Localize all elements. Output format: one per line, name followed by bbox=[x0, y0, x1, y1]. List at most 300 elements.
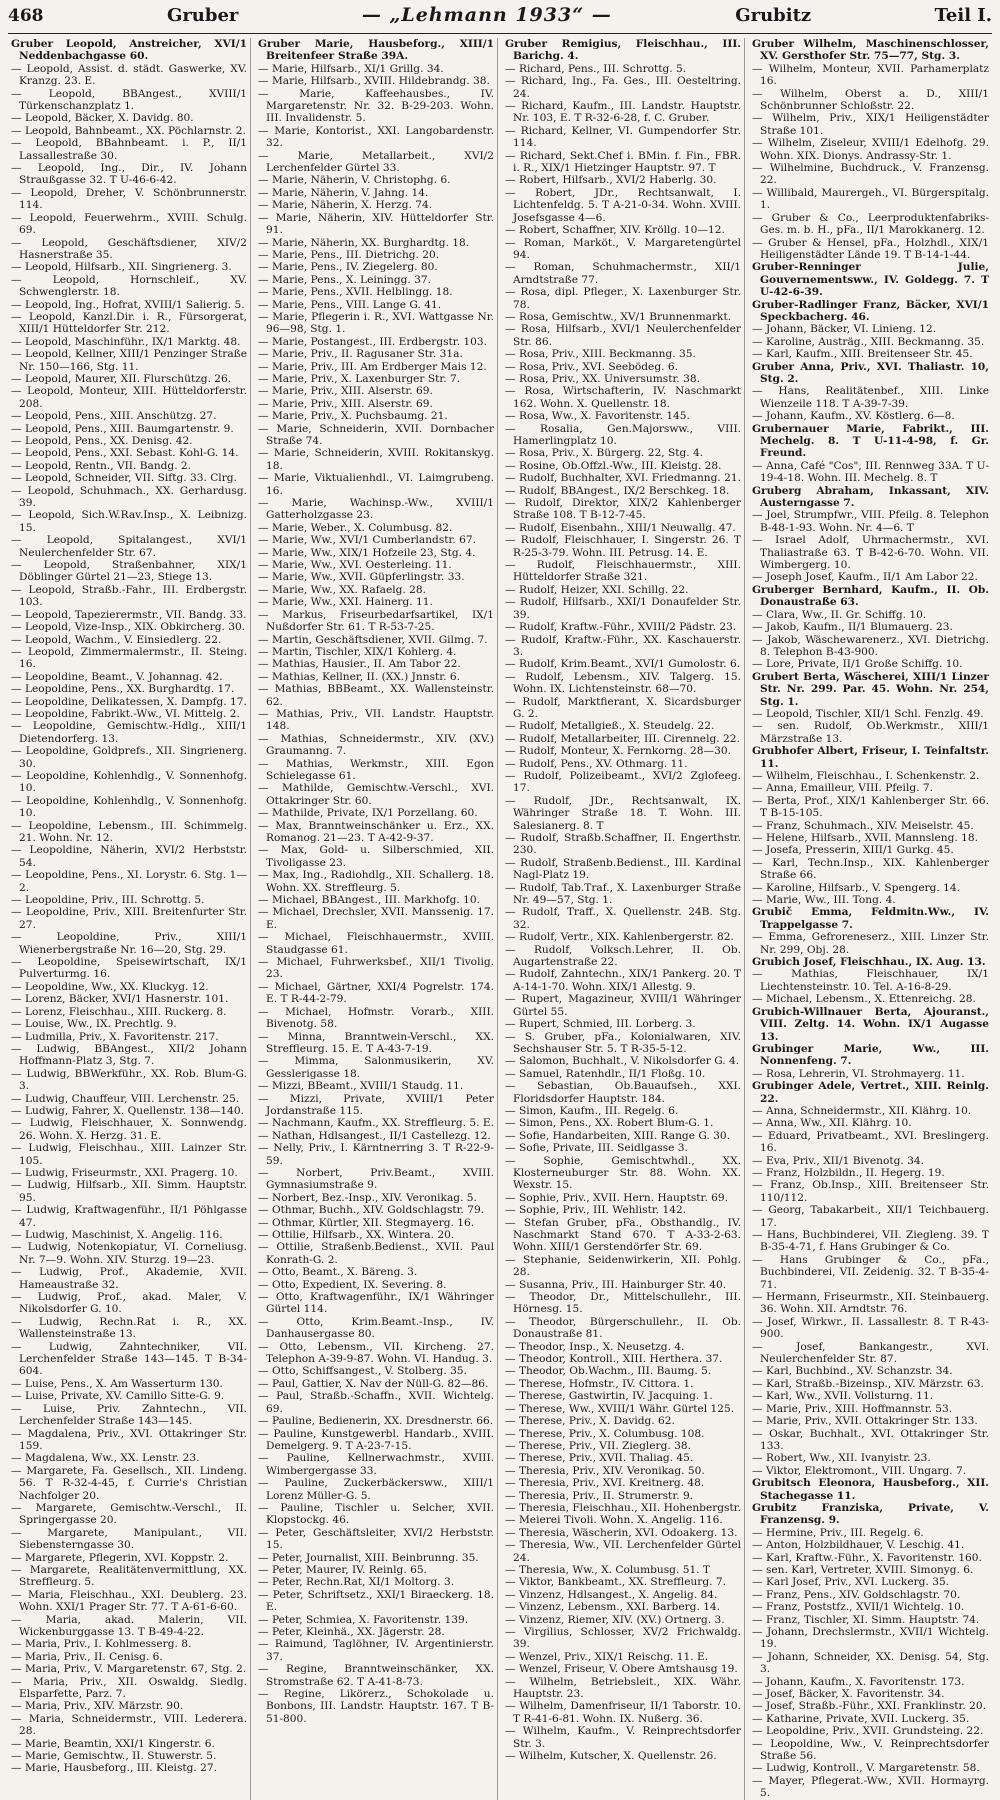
directory-entry: — Franz, Holzbildn., II. Hegerg. 19. bbox=[752, 1166, 945, 1179]
directory-entry: — Leopold, Pens., XX. Denisg. 42. bbox=[11, 435, 193, 447]
directory-entry: — Franz, Ob.Insp., XIII. Breitenseer Str. 110/112. bbox=[752, 1179, 989, 1204]
publication-title: — „Lehmann 1933“ — bbox=[361, 4, 612, 26]
directory-entry: — Magdalena, Priv., XVI. Ottakringer Str. 159. bbox=[11, 1427, 247, 1452]
directory-entry: — Gruber & Co., Leerproduktenfabriks-Ges. m. b. H., pFa., II/1 Marokkanerg. 12. bbox=[752, 211, 989, 237]
directory-entry: — Franz, Pens., XIV. Goldschlagstr. 70. bbox=[752, 1588, 961, 1601]
directory-entry: — Wilhelm, Damenfriseur, II/1 Taborstr. 10. T R-41-6-81. Wohn. IX. Nußerg. 36. bbox=[505, 1700, 741, 1725]
directory-entry: Grubitz Franziska, Private, V. Franzensg. 9. bbox=[752, 1501, 989, 1527]
directory-entry: — Nelly, Priv., I. Kärntnerring 3. T R-22-9-59. bbox=[258, 1142, 494, 1167]
directory-entry: Gruber-Renninger Julie, Gouvernementsww., IV. Goldegg. 7. T U-42-6-39. bbox=[752, 261, 989, 299]
directory-entry: — Michael, Drechsler, XVII. Manssenig. 17. E. bbox=[258, 906, 494, 931]
directory-entry: Grubinger Marie, Ww., III. Nonnenfeng. 7. bbox=[752, 1042, 989, 1068]
directory-entry: — Marie, Kontorist., XXI. Langobardenstr. 32. bbox=[258, 124, 494, 150]
directory-entry: — Rosa, Gemischtw., XV/1 Brunnenmarkt. bbox=[505, 310, 732, 323]
directory-entry: — Leopoldine, Gemischtw.-Hdlg., XIII/1 Dietendorferg. 13. bbox=[11, 720, 247, 745]
directory-entry: — Theresia, Wäscherin, XVI. Odoakerg. 13. bbox=[505, 1526, 738, 1539]
directory-entry: — Josef, Bäcker, X. Favoritenstr. 34. bbox=[752, 1688, 945, 1701]
directory-entry: — Marie, Weber., X. Columbusg. 82. bbox=[258, 521, 453, 534]
directory-entry: — Rudolf, Heizer, XXI. Schillg. 22. bbox=[505, 583, 689, 596]
directory-entry: — Richard, Kaufm., III. Landstr. Hauptstr. Nr. 103, E. T R-32-6-28, f. C. Gruber. bbox=[505, 100, 741, 125]
directory-entry: — Ludwig, Rechn.Rat i. R., XX. Wallensteinstraße 13. bbox=[11, 1315, 247, 1341]
directory-entry: — Marie, Näherin, V. Jahng. 14. bbox=[258, 186, 429, 199]
directory-entry: — Rosa, Ww., X. Favoritenstr. 145. bbox=[505, 410, 690, 423]
directory-entry: — Leopold, Rentn., VII. Bandg. 2. bbox=[11, 459, 192, 472]
directory-entry: — Marie, Pens., III. Dietrichg. 20. bbox=[258, 248, 440, 261]
directory-entry: — Therese, Priv., X. Davidg. 62. bbox=[505, 1415, 675, 1428]
directory-entry: — Karoline, Hilfsarb., V. Spengerg. 14. bbox=[752, 881, 961, 894]
directory-entry: — Louise, Ww., IX. Prechtlg. 9. bbox=[11, 1018, 177, 1031]
directory-entry: — Therese, Gastwirtin, IV. Jacquing. 1. bbox=[505, 1390, 713, 1403]
directory-entry: — Leopoldine, Priv., XVII. Grundsteing. 22. bbox=[752, 1725, 984, 1738]
directory-entry: — Rudolf, JDr., Rechtsanwalt, IX. Währinger Straße 18. T. Wohn. III. Salesianerg. 8. T bbox=[505, 794, 741, 832]
directory-entry: — Margarete, Manipulant., VII. Siebensterngasse 30. bbox=[11, 1526, 247, 1552]
directory-entry: — Peter, Journalist, XIII. Beinbrunng. 35. bbox=[258, 1551, 479, 1564]
directory-entry: — Leopold, BBAngest., XVIII/1 Türkenschanzplatz 1. bbox=[11, 87, 247, 113]
directory-entry: — Richard, Kellner, VI. Gumpendorfer Str. 114. bbox=[505, 124, 741, 150]
directory-entry: — Rudolf, BBAngest., IX/2 Berschkeg. 18. bbox=[505, 484, 730, 497]
directory-entry: — Regine, Branntweinschänker, XX. Stromstraße 62. T A-41-8-73. bbox=[258, 1663, 494, 1688]
directory-entry: Grubich Josef, Fleischhau., IX. Aug. 13. bbox=[752, 956, 986, 969]
directory-entry: — Wilhelm, Priv., XIX/1 Heiligenstädter Straße 101. bbox=[752, 112, 989, 137]
directory-entry: — Simon, Kaufm., III. Regelg. 6. bbox=[505, 1104, 679, 1117]
directory-entry: — Joseph Josef, Kaufm., II/1 Am Labor 22. bbox=[752, 571, 978, 584]
directory-entry: — Emma, Gefroreneserz., XIII. Linzer Str. Nr. 299, Obj. 28. bbox=[752, 931, 989, 956]
directory-entry: — Pauline, Kunstgewerbl. Handarb., XVIII. Demelgerg. 9. T A-23-7-15. bbox=[258, 1427, 494, 1452]
directory-entry: — Marie, Beamtin, XXI/1 Kingerstr. 6. bbox=[11, 1737, 215, 1750]
directory-entry: — Anna, Emailleur, VIII. Pfeilg. 7. bbox=[752, 782, 933, 795]
directory-entry: — Therese, Ww., XVIII/1 Währ. Gürtel 125. bbox=[505, 1402, 735, 1415]
directory-entry: — Otto, Kraftwagenführ., IX/1 Währinger Gürtel 114. bbox=[258, 1291, 494, 1316]
directory-entry: Grubernauer Marie, Fabrikt., III. Mechelg. 8. T U-11-4-98, f. Gr. Freund. bbox=[752, 422, 989, 460]
directory-entry: — Leopold, Hornschleif., XV. Schwenglerstr. 18. bbox=[11, 273, 247, 299]
directory-entry: — Leopold, Monteur, XIII. Hütteldorferstr. 208. bbox=[11, 385, 247, 410]
directory-entry: — Rudolf, Eisenbahn., XIII/1 Neuwallg. 47. bbox=[505, 521, 736, 534]
directory-entry: — Mathilde, Gemischtw.-Verschl., XVI. Ottakringer Str. 60. bbox=[258, 782, 494, 807]
directory-entry: — Martin, Geschäftsdiener, XVII. Gilmg. 7. bbox=[258, 633, 488, 646]
directory-entry: — Robert, Hilfsarb., XVI/2 Haberlg. 30. bbox=[505, 174, 717, 187]
directory-entry: — Rudolf, Kraftw.-Führ., XX. Kaschauerstr. 3. bbox=[505, 633, 741, 658]
directory-entry: — Lorenz, Bäcker, XVI/1 Hasnerstr. 101. bbox=[11, 993, 229, 1006]
directory-entry: — Johann, Bäcker, VI. Linieng. 12. bbox=[752, 323, 937, 336]
directory-entry: — Roman, Marköt., V. Margaretengürtel 94. bbox=[505, 236, 741, 261]
directory-entry: — Leopoldine, Pens., XI. Lorystr. 6. Stg. 1—2. bbox=[11, 869, 247, 894]
directory-entry: — Ludwig, Fleischhau., XIII. Lainzer Str. 105. bbox=[11, 1142, 247, 1167]
directory-entry: — Rudolf, Straßb.Schaffner, II. Engerthstr. 230. bbox=[505, 832, 741, 857]
directory-entry: — Leopold, Spitalangest., XVI/1 Neulerchenfelder Str. 67. bbox=[11, 534, 247, 559]
directory-entry: — Rosalia, Gen.Majorsww., VIII. Hamerlingplatz 10. bbox=[505, 422, 741, 447]
directory-entry: — Leopoldine, Beamt., V. Johannag. 42. bbox=[11, 670, 223, 683]
directory-entry: — Viktor, Elektromont., VIII. Ungarg. 7. bbox=[752, 1464, 967, 1477]
directory-entry: — Rudolf, Marktfierant, X. Sicardsburger G. 2. bbox=[505, 695, 741, 720]
directory-entry: — Leopold, Schneider, VII. Siftg. 33. Clrg. bbox=[11, 472, 237, 485]
directory-entry: — Maria, Priv., II. Cenisg. 6. bbox=[11, 1650, 163, 1663]
directory-entry: — Sofie, Handarbeiten, XIII. Range G. 30. bbox=[505, 1129, 731, 1142]
directory-entry: — Johann, Drechslermstr., XVII/1 Wichtelg. 19. bbox=[752, 1626, 989, 1651]
directory-entry: — Leopold, Bäcker, X. Davidg. 80. bbox=[11, 112, 194, 125]
directory-entry: — Marie, Hausbeforg., III. Kleistg. 27. bbox=[11, 1762, 217, 1775]
directory-entry: — Otto, Krim.Beamt.-Insp., IV. Danhausergasse 80. bbox=[258, 1315, 494, 1341]
directory-entry: — Othmar, Buchh., XIV. Goldschlagstr. 79. bbox=[258, 1204, 485, 1217]
directory-entry: Gruber-Radlinger Franz, Bäcker, XVI/1 Speckbacherg. 46. bbox=[752, 298, 989, 323]
directory-entry: — Margarete, Gemischtw.-Verschl., II. Springergasse 20. bbox=[11, 1501, 247, 1527]
directory-entry: — Leopold, Hilfsarb., XII. Singrienerg. 3. bbox=[11, 261, 232, 274]
right-running-head: Grubitz bbox=[735, 5, 812, 26]
directory-entry: — Leopold, Maschinführ., IX/1 Marktg. 48. bbox=[11, 335, 241, 348]
directory-entry: — Luise, Pens., X. Am Wasserturm 130. bbox=[11, 1377, 223, 1390]
directory-entry: — Raimund, Taglöhner, IV. Argentinierstr. 37. bbox=[258, 1638, 494, 1663]
directory-entry: Gruber Marie, Hausbeforg., XIII/1 Breitenfeer Straße 39A. bbox=[258, 38, 494, 63]
directory-entry: — Marie, Pens., VIII. Lange G. 41. bbox=[258, 298, 442, 311]
directory-entry: — Ludwig, BBAngest., XII/2 Johann Hoffmann-Platz 3, Stg. 7. bbox=[11, 1042, 247, 1068]
directory-entry: — Josef, Wirkwr., II. Lassallestr. 8. T R-43-900. bbox=[752, 1315, 989, 1341]
directory-entry: — Leopoldine, Pens., XX. Burghardtg. 17. bbox=[11, 683, 235, 696]
directory-entry: — Leopold, Geschäftsdiener, XIV/2 Hasnerstraße 35. bbox=[11, 236, 247, 261]
directory-entry: — Margarete, Fa. Gesellsch., XII. Lindeng. 56. T R-32-4-45, f. Currie's Christian Nachfolger 20. bbox=[11, 1464, 247, 1502]
directory-entry: — Theresia, Priv., XIV. Veronikag. 50. bbox=[505, 1464, 705, 1477]
directory-entry: — Theresia, Ww., X. Columbusg. 51. T bbox=[505, 1563, 710, 1576]
directory-entry: — Maria, Priv., XIV. Märzstr. 90. bbox=[11, 1700, 184, 1713]
directory-entry: — Eduard, Privatbeamt., XVI. Breslingerg. 16. bbox=[752, 1129, 989, 1155]
directory-entry: — Margarete, Pflegerin, XVI. Koppstr. 2. bbox=[11, 1551, 229, 1564]
directory-entry: — Michael, Lebensm., X. Ettenreichg. 28. bbox=[752, 993, 976, 1006]
directory-entry: — Leopold, Dreher, V. Schönbrunnerstr. 114. bbox=[11, 186, 247, 212]
directory-entry: — Marie, Priv., III. Am Erdberger Mais 12. bbox=[258, 360, 487, 373]
directory-entry: — Rudolf, Direktor, XIX/2 Kahlenberger Straße 108. T B-12-7-45. bbox=[505, 497, 741, 522]
directory-entry: — Therese, Priv., X. Columbusg. 108. bbox=[505, 1427, 705, 1440]
directory-entry: — Marie, Ww., XIX/1 Hofzeile 23, Stg. 4. bbox=[258, 546, 476, 559]
directory-entry: — Mayer, Pflegerat.-Ww., XVII. Hormayrg. 5. bbox=[752, 1774, 989, 1800]
directory-entry: — Leopold, Straßb.-Fahr., III. Erdbergstr. 103. bbox=[11, 583, 247, 609]
directory-entry: — Leopold, Sich.W.Rav.Insp., X. Leibnizg. 15. bbox=[11, 509, 247, 534]
directory-entry: — Karl, Techn.Insp., XIX. Kahlenberger Straße 66. bbox=[752, 856, 989, 882]
directory-entry: — Lore, Private, II/1 Große Schiffg. 10. bbox=[752, 658, 963, 671]
directory-entry: — Marie, Hilfsarb., XI/1 Grillg. 34. bbox=[258, 62, 444, 75]
directory-entry: — Virgilius, Schlosser, XV/2 Frichwaldg. 39. bbox=[505, 1626, 741, 1651]
directory-entry: — sen. Karl, Vertreter, XVIII. Simonyg. 6. bbox=[752, 1563, 974, 1576]
directory-entry: — Leopoldine, Lebensm., III. Schimmelg. 21. Wohn. Nr. 12. bbox=[11, 819, 247, 844]
directory-entry: — S. Gruber, pFa., Kolonialwaren, XIV. Sechshauser Str. 5. T R-35-5-12. bbox=[505, 1030, 741, 1055]
directory-entry: — Hans, Realitätenbef., XIII. Linke Wienzeile 118. T A-39-7-39. bbox=[752, 385, 989, 410]
directory-entry: — Rudolf, Metallgieß., X. Steudelg. 22. bbox=[505, 720, 715, 733]
directory-entry: Gruber Leopold, Anstreicher, XVI/1 Neddenbachgasse 60. bbox=[11, 38, 247, 63]
directory-entry: — Michael, Hofmstr. Vorarb., XIII. Bivenotg. 58. bbox=[258, 1005, 494, 1031]
directory-entry: — Marie, Pens., IV. Ziegelerg. 80. bbox=[258, 261, 438, 274]
directory-entry: — Leopoldine, Goldprefs., XII. Singrienerg. 30. bbox=[11, 745, 247, 770]
directory-entry: — Marie, Priv., II. Ragusaner Str. 31a. bbox=[258, 348, 463, 361]
directory-entry: — Johann, Schneider, XX. Denisg. 54, Stg. 3. bbox=[752, 1650, 989, 1676]
directory-entry: — Rudolf, Krim.Beamt., XVI/1 Gumolostr. 6. bbox=[505, 658, 741, 671]
directory-entry: — Richard, Sekt.Chef i. BMin. f. Fin., FBR. i. R., XIX/1 Hietzinger Hauptstr. 97. T bbox=[505, 149, 741, 175]
directory-entry: — Ottilie, Straßenb.Bedienst., XVII. Paul Konrath-G. 2. bbox=[258, 1241, 494, 1266]
directory-entry: — Wenzel, Priv., XIX/1 Reischg. 11. E. bbox=[505, 1650, 709, 1663]
directory-entry: — Leopold, Feuerwehrm., XVIII. Schulg. 69. bbox=[11, 211, 247, 237]
directory-entry: — Ludmilla, Priv., X. Favoritenstr. 217. bbox=[11, 1030, 219, 1043]
directory-entry: — Therese, Hofmstr., IV. Cittora. 1. bbox=[505, 1377, 694, 1390]
directory-entry: — Peter, Rechn.Rat, XI/1 Moltorg. 3. bbox=[258, 1576, 455, 1589]
directory-entry: — Georg, Tabakarbeit., XII/1 Teichbauerg. 17. bbox=[752, 1204, 989, 1229]
directory-entry: — Richard, Pens., III. Schrottg. 5. bbox=[505, 62, 687, 75]
directory-entry: — Max, Ing., Radiohdlg., XII. Schallerg. 18. Wohn. XX. Streffleurg. 5. bbox=[258, 869, 494, 894]
directory-entry: — Marie, Näherin, V. Christophg. 6. bbox=[258, 174, 451, 187]
directory-entry: — Ludwig, Prof., Akademie, XVII. Hameaustraße 32. bbox=[11, 1266, 247, 1291]
directory-entry: — Marie, Ww., XVI/1 Cumberlandstr. 67. bbox=[258, 534, 477, 547]
directory-entry: — Leopold, Zimmermalermstr., II. Steing. 16. bbox=[11, 645, 247, 671]
directory-entry: — Karl, Kaufm., XIII. Breitenseer Str. 45. bbox=[752, 348, 973, 361]
directory-entry: — Sophie, Priv., XVII. Hern. Hauptstr. 69. bbox=[505, 1191, 729, 1204]
directory-entry: — Eva, Priv., XII/1 Bivenotg. 34. bbox=[752, 1154, 924, 1167]
directory-entry: — Franz, Tischler, XI. Simm. Hauptstr. 74. bbox=[752, 1613, 980, 1626]
directory-entry: — Leopoldine, Näherin, XVI/2 Herbststr. 54. bbox=[11, 844, 247, 869]
directory-entry: — Rudolf, Fleischhauer, I. Singerstr. 26. T R-25-3-79. Wohn. III. Petrusg. 14. E. bbox=[505, 534, 741, 559]
directory-entry: — Marie, Schneiderin, XVII. Dornbacher Straße 74. bbox=[258, 422, 494, 447]
directory-entry: — Martin, Tischler, XIX/1 Kohlerg. 4. bbox=[258, 645, 457, 658]
directory-entry: — Marie, Pflegerin i. R., XVI. Wattgasse Nr. 96—98, Stg. 1. bbox=[258, 310, 494, 336]
directory-entry: — Pauline, Zuckerbäckersww., XIII/1 Lorenz Müller-G. 5. bbox=[258, 1477, 494, 1502]
directory-entry: — Michael, BBAngest., III. Markhofg. 10. bbox=[258, 894, 480, 907]
directory-entry: — Marie, Priv., XIII. Hoffmannstr. 53. bbox=[752, 1402, 953, 1415]
directory-entry: — Rudolf, Kraftw.-Führ., XVIII/2 Pädstr. 23. bbox=[505, 621, 737, 634]
directory-entry: — Peter, Kleinhä., XX. Jägerstr. 28. bbox=[258, 1626, 445, 1638]
directory-entry: — Nathan, Hdlsangest., II/1 Castellezg. 12. bbox=[258, 1129, 491, 1142]
directory-entry: — Maria, akad. Malerin, VII. Wickenburggasse 13. T B-49-4-22. bbox=[11, 1613, 247, 1638]
directory-entry: — Rudolf, Monteur, X. Fernkorng. 28—30. bbox=[505, 745, 731, 758]
directory-entry: — Theodor, Insp., X. Neusetzg. 4. bbox=[505, 1340, 685, 1353]
page-header bbox=[8, 4, 992, 34]
directory-entry: Grubert Berta, Wäscherei, XIII/1 Linzer Str. Nr. 299. Par. 45. Wohn. Nr. 254, Stg. 1. bbox=[752, 670, 989, 708]
directory-entry: — Marie, Ww., III. Tong. 4. bbox=[752, 894, 896, 907]
directory-entry: — Leopoldine, Ww., XX. Kluckyg. 12. bbox=[11, 980, 209, 993]
directory-entry: — Rudolf, Tab.Traf., X. Laxenburger Straße Nr. 49—57, Stg. 1. bbox=[505, 881, 741, 907]
directory-entry: — Rudolf, Metallarbeiter, III. Cirennelg. 22. bbox=[505, 732, 740, 745]
directory-entry: — Leopoldine, Delikatessen, X. Dampfg. 17. bbox=[11, 695, 247, 708]
directory-entry: — Rudolf, Vertr., XIX. Kahlenbergerstr. 82. bbox=[505, 931, 734, 944]
directory-entry: — Josef, Bankangestr., XVI. Neulerchenfelder Str. 87. bbox=[752, 1340, 989, 1366]
directory-entry: — Franz, Schuhmach., XIV. Meiselstr. 45. bbox=[752, 819, 974, 832]
directory-entry: — Otto, Expedient, IX. Severing. 8. bbox=[258, 1278, 447, 1291]
directory-entry: — Marie, Priv., X. Laxenburger Str. 7. bbox=[258, 372, 461, 385]
column-1 bbox=[8, 38, 251, 1800]
directory-entry: — Maria, Priv., I. Kohlmesserg. 8. bbox=[11, 1638, 192, 1651]
directory-entry: — Wilhelm, Kaufm., V. Reinprechtsdorfer Str. 3. bbox=[505, 1725, 741, 1750]
directory-entry: — Leopold, Bahnbeamt., XX. Pöchlarnstr. 2. bbox=[11, 124, 246, 137]
directory-entry: — Karl, Buchbind., XV. Schanzstr. 34. bbox=[752, 1365, 953, 1378]
directory-entry: — Peter, Maurer, IV. Reinlg. 65. bbox=[258, 1563, 427, 1576]
directory-entry: — Mimma, Salonmusikerin, XV. Gesslerigasse 18. bbox=[258, 1055, 494, 1080]
directory-entry: — Marie, Näherin, XX. Burghardtg. 18. bbox=[258, 236, 470, 249]
directory-entry: — Ottilie, Hilfsarb., XX. Wintera. 20. bbox=[258, 1229, 455, 1241]
directory-entry: — Theodor, Kontroll., XIII. Herthera. 37. bbox=[505, 1353, 723, 1366]
directory-entry: — Rudolf, Lebensm., XIV. Talgerg. 15. Wohn. IX. Lichtensteinstr. 68—70. bbox=[505, 670, 741, 696]
directory-entry: — Leopoldine, Kohlenhdlg., V. Sonnenhofg. 10. bbox=[11, 794, 247, 820]
directory-entry: — Leopoldine, Ww., V. Reinprechtsdorfer Straße 56. bbox=[752, 1737, 989, 1763]
directory-entry: — Karl Josef, Priv., XVI. Luckerg. 35. bbox=[752, 1576, 950, 1589]
directory-entry: — Leopold, Pens., XIII. Anschützg. 27. bbox=[11, 410, 217, 423]
directory-entry: Gruberger Bernhard, Kaufm., II. Ob. Donaustraße 63. bbox=[752, 583, 989, 609]
directory-entry: — Leopold, Maurer, XII. Flurschützg. 26. bbox=[11, 372, 232, 385]
directory-entry: — Stephanie, Seidenwirkerin, XII. Pohlg. 28. bbox=[505, 1253, 741, 1279]
directory-entry: — Mathias, Werkmstr., XIII. Egon Schielegasse 61. bbox=[258, 757, 494, 782]
directory-entry: — Oskar, Buchhalt., XVI. Ottakringer Str. 133. bbox=[752, 1427, 989, 1452]
directory-entry: — Ludwig, Prof., akad. Maler, V. Nikolsdorfer G. 10. bbox=[11, 1291, 247, 1316]
directory-entry: — Hans, Buchbinderei, VII. Ziegleng. 39. T B-35-4-71, f. Hans Grubinger & Co. bbox=[752, 1229, 989, 1254]
directory-entry: — Katharine, Private, XVII. Luckerg. 35. bbox=[752, 1712, 970, 1725]
directory-entry: — Maria, Fleischhau., XXI. Deublerg. 23. Wohn. XXI/1 Prager Str. 77. T A-61-6-60. bbox=[11, 1588, 247, 1614]
directory-entry: — Sophie, Priv., III. Wehlistr. 142. bbox=[505, 1204, 687, 1217]
directory-entry: — Rosa, Priv., XVI. Seebödeg. 6. bbox=[505, 360, 678, 373]
directory-entry: — Max, Branntweinschänker u. Erz., XX. Romanog. 21—23. T A-42-9-37. bbox=[258, 819, 494, 844]
directory-entry: — Luise, Private, XV. Camillo Sitte-G. 9. bbox=[11, 1390, 225, 1403]
directory-entry: — Leopold, Tischler, XII/1 Schl. Fenzlg. 49. bbox=[752, 707, 984, 720]
directory-entry: Grubich-Willnauer Berta, Ajouranst., VIII. Zeltg. 14. Wohn. IX/1 Augasse 13. bbox=[752, 1005, 989, 1043]
directory-entry: — Max, Gold- u. Silberschmied, XII. Tivoligasse 23. bbox=[258, 844, 494, 869]
directory-entry: — Berta, Prof., XIX/1 Kahlenberger Str. 66. T B-15-105. bbox=[752, 794, 989, 820]
directory-entry: — Ludwig, Maschinist, X. Angelig. 116. bbox=[11, 1229, 223, 1241]
directory-entry: — Anna, Schneidermstr., XII. Klährg. 10. bbox=[752, 1104, 972, 1117]
directory-entry: — Ludwig, Kraftwagenführ., II/1 Pöhlgasse 47. bbox=[11, 1204, 247, 1229]
directory-entry: — Norbert, Priv.Beamt., XVIII. Gymnasiumstraße 9. bbox=[258, 1166, 494, 1192]
directory-entry: — Mizzi, Private, XVIII/1 Peter Jordanstraße 115. bbox=[258, 1092, 494, 1117]
directory-entry: — sen. Rudolf, Ob.Werkmstr., XIII/1 Märzstraße 13. bbox=[752, 720, 989, 745]
directory-entry: — Pauline, Tischler u. Selcher, XVII. Klopstockg. 46. bbox=[258, 1501, 494, 1527]
column-4 bbox=[749, 38, 992, 1800]
directory-entry: — Pauline, Bedienerin, XX. Dresdnerstr. 66. bbox=[258, 1415, 494, 1428]
directory-entry: — Ludwig, Fahrer, X. Quellenstr. 138—140. bbox=[11, 1104, 244, 1117]
directory-entry: — Rupert, Schmied, III. Lorberg. 3. bbox=[505, 1018, 696, 1031]
directory-entry: — Otto, Schiffsangest., V. Stolberg. 35. bbox=[258, 1365, 467, 1378]
directory-entry: — Leopold, Pens., XIII. Baumgartenstr. 9. bbox=[11, 422, 234, 435]
directory-entry: — Jakob, Wäschewarenerz., XVI. Dietrichg. 8. Telephon B-43-900. bbox=[752, 633, 989, 658]
directory-entry: — Marie, Gemischtw., II. Stuwerstr. 5. bbox=[11, 1750, 217, 1763]
directory-entry: — Wilhelm, Fleischhau., I. Schenkenstr. 2. bbox=[752, 769, 980, 782]
directory-entry: — Rudolf, Volksch.Lehrer, II. Ob. Augartenstraße 22. bbox=[505, 943, 741, 969]
directory-entry: — Marie, Hilfsarb., XVIII. Hildebrandg. 38. bbox=[258, 75, 490, 88]
directory-entry: — Michael, Gärtner, XXI/4 Pogrelstr. 174. E. T R-44-2-79. bbox=[258, 980, 494, 1006]
directory-entry: — Ludwig, BBWerkführ., XX. Rob. Blum-G. 3. bbox=[11, 1067, 247, 1093]
directory-entry: — Jakob, Kaufm., II/1 Blumauerg. 23. bbox=[752, 621, 953, 634]
directory-entry: — Rosa, dipl. Pfleger., X. Laxenburger Str. 78. bbox=[505, 286, 741, 311]
column-3 bbox=[502, 38, 745, 1800]
directory-entry: — Therese, Priv., VII. Zieglerg. 38. bbox=[505, 1439, 691, 1452]
directory-entry: — Mathias, Priv., VII. Landstr. Hauptstr. 148. bbox=[258, 707, 494, 733]
directory-entry: — Rudolf, Polizeibeamt., XVI/2 Zglofeeg. 17. bbox=[505, 769, 741, 795]
directory-entry: — Anna, Café "Cos", III. Rennweg 33A. T U-19-4-18. Wohn. III. Mechelg. 8. T bbox=[752, 459, 989, 485]
directory-entry: — Regine, Likörerz., Schokolade u. Bonbons, III. Landstr. Hauptstr. 167. T B-51-800. bbox=[258, 1688, 494, 1725]
directory-entry: — Ludwig, Kontroll., V. Margaretenstr. 58. bbox=[752, 1762, 980, 1775]
directory-entry: — Leopold, Wachm., V. Einsiedlerg. 22. bbox=[11, 633, 222, 646]
directory-entry: — Leopold, Ing., Hofrat, XVIII/1 Salierig. 5. bbox=[11, 298, 245, 311]
directory-entry: — Israel Adolf, Uhrmachermstr., XVI. Thaliastraße 63. T B-42-6-70. Wohn. VII. Wimbergerg. 10. bbox=[752, 534, 989, 572]
directory-entry: — Rudolf, Hilfsarb., XXI/1 Donaufelder Str. 39. bbox=[505, 596, 741, 621]
directory-entry: Gruberg Abraham, Inkassant, XIV. Austerngasse 7. bbox=[752, 484, 989, 510]
directory-entry: — Wilhelm, Oberst a. D., XIII/1 Schönbrunner Schloßstr. 22. bbox=[752, 87, 989, 113]
directory-entry: — Wilhelmine, Buchdruck., V. Franzensg. 22. bbox=[752, 162, 989, 187]
directory-entry: — Leopoldine, Speisewirtschaft, IX/1 Pulverturmg. 16. bbox=[11, 956, 247, 981]
directory-entry: — Michael, Fuhrwerksbef., XII/1 Tivolig. 23. bbox=[258, 956, 494, 981]
directory-entry: — Leopold, Schuhmach., XX. Gerhardusg. 39. bbox=[11, 484, 247, 510]
directory-entry: — Roman, Schuhmachermstr., XII/1 Arndtstraße 77. bbox=[505, 261, 741, 286]
directory-entry: — Marie, Kaffeehausbes., IV. Margaretenstr. Nr. 32. B-29-203. Wohn. III. Invalidenstr. 5. bbox=[258, 87, 494, 125]
directory-entry: — Leopoldine, Priv., XIII/1 Wienerbergstraße Nr. 16—20, Stg. 29. bbox=[11, 931, 247, 956]
directory-entry: — Leopoldine, Kohlenhdlg., V. Sonnenhofg. 10. bbox=[11, 769, 247, 795]
directory-entry: — Rosa, Lehrerin, VI. Strohmayerg. 11. bbox=[752, 1067, 965, 1080]
directory-entry: — Luise, Priv. Zahntechn., VII. Lerchenfelder Straße 143—145. bbox=[11, 1402, 247, 1428]
directory-entry: — Rosa, Priv., XIII. Beckmanng. 35. bbox=[505, 348, 696, 361]
directory-entry: — Pauline, Kellnerwachmstr., XVIII. Wimbergergasse 33. bbox=[258, 1452, 494, 1477]
directory-entry: — Peter, Schriftsetz., XXI/1 Biraeckerg. 18. E. bbox=[258, 1588, 494, 1614]
directory-entry: — Rudolf, Straßenb.Bedienst., III. Kardinal Nagl-Platz 19. bbox=[505, 856, 741, 882]
directory-entry: — Michael, Fleischhauermstr., XVIII. Staudgasse 61. bbox=[258, 931, 494, 956]
directory-entry: — Marie, Ww., XVII. Güpferlingstr. 33. bbox=[258, 571, 465, 584]
directory-entry: — Leopold, Tapezierermstr., VII. Bandg. 33. bbox=[11, 608, 247, 621]
directory-entry: — Gruber & Hensel, pFa., Holzhdl., XIX/1 Heiligenstädter Lände 19. T B-14-1-44. bbox=[752, 236, 989, 261]
directory-entry: — Marie, Metallarbeit., XVI/2 Lerchenfelder Gürtel 33. bbox=[258, 149, 494, 175]
directory-entry: — Leopold, Pens., XXI. Sebast. Kohl-G. 14. bbox=[11, 447, 239, 460]
directory-entry: — Stefan Gruber, pFa., Obsthandlg., IV. Naschmarkt Stand 670. T A-33-2-63. Wohn. XIII/1 Gerstendörfer Str. 69. bbox=[505, 1216, 741, 1254]
directory-entry: — Richard, Ing., Fa. Ges., III. Oesteltring. 24. bbox=[505, 75, 741, 100]
directory-entry: — Rudolf, Zahntechn., XIX/1 Pankerg. 20. T A-14-1-70. Wohn. XIX/1 Allestg. 9. bbox=[505, 968, 741, 993]
directory-entry: — Margarete, Realitätenvermittlung, XX. Streffleurg. 5. bbox=[11, 1563, 247, 1589]
directory-columns bbox=[8, 38, 992, 1800]
directory-entry: — Wilhelm, Betriebsleit., XIX. Währ. Hauptstr. 23. bbox=[505, 1675, 741, 1701]
directory-entry: — Marie, Priv., XIII. Alserstr. 69. bbox=[258, 397, 433, 410]
directory-entry: — Anna, Ww., XII. Klährg. 10. bbox=[752, 1117, 912, 1130]
directory-entry: — Paul, Straßb.-Schaffn., XVII. Wichtelg. 69. bbox=[258, 1390, 494, 1415]
directory-entry: — Rosine, Ob.Offzl.-Ww., III. Kleistg. 28. bbox=[505, 459, 722, 472]
directory-entry: — Therese, Priv., XVII. Thaliag. 45. bbox=[505, 1452, 694, 1465]
directory-entry: — Leopold, Kanzl.Dir. i. R., Fürsorgerat, XIII/1 Hütteldorfer Str. 212. bbox=[11, 310, 247, 336]
directory-entry: — Salomon, Buchhalt., V. Nikolsdorfer G. 4. bbox=[505, 1055, 740, 1068]
directory-entry: — Samuel, Ratenhdlr., II/1 Floßg. 10. bbox=[505, 1067, 706, 1080]
directory-entry: — Ludwig, Hilfsarb., XII. Simm. Hauptstr. 95. bbox=[11, 1179, 247, 1204]
directory-entry: — Simon, Pens., XX. Robert Blum-G. 1. bbox=[505, 1117, 714, 1130]
directory-entry: — Karl, Straßb.-Bizeinsp., XIV. Märzstr. 63. bbox=[752, 1377, 984, 1390]
directory-entry: — Mathias, BBBeamt., XX. Wallensteinstr. 62. bbox=[258, 683, 494, 708]
directory-entry: — Leopold, Straßenbahner, XIX/1 Döblinger Gürtel 21—23, Stiege 13. bbox=[11, 559, 247, 584]
directory-entry: — Marie, Pens., XVII. Helblingg. 18. bbox=[258, 286, 453, 299]
directory-entry: — Theresia, Ww., VII. Lerchenfelder Gürtel 24. bbox=[505, 1539, 741, 1564]
directory-entry: — Wenzel, Friseur, V. Obere Amtshausg 19. bbox=[505, 1663, 738, 1676]
directory-entry: — Leopoldine, Fabrikt.-Ww., VI. Mittelg. 2. bbox=[11, 707, 240, 720]
directory-entry: Grubitsch Eleonora, Hausbeforg., XII. Stachegasse 11. bbox=[752, 1477, 989, 1502]
directory-entry: — Maria, Priv., XII. Oswaldg. Siedlg. Elsparfette, Parz. 7. bbox=[11, 1675, 247, 1701]
directory-entry: — Sophie, Gemischtwhdl., XX. Klosterneuburger Str. 88. Wohn. XX. Wexstr. 15. bbox=[505, 1154, 741, 1192]
directory-entry: — Anton, Holzbildhauer, V. Leschig. 41. bbox=[752, 1539, 965, 1552]
directory-entry: — Theresia, Priv., XVI. Kreitnerg. 48. bbox=[505, 1477, 705, 1490]
directory-entry: Gruber Wilhelm, Maschinenschlosser, XV. Gersthofer Str. 75—77, Stg. 3. bbox=[752, 38, 989, 63]
directory-entry: — Rudolf, Traff., X. Quellenstr. 24B. Stg. 32. bbox=[505, 906, 741, 931]
directory-entry: — Marie, Priv., X. Puchsbaumg. 21. bbox=[258, 410, 448, 423]
directory-entry: — Karl, Kraftw.-Führ., X. Favoritenstr. 160. bbox=[752, 1551, 982, 1564]
directory-entry: — Sofie, Private, III. Seidlgasse 3. bbox=[505, 1142, 688, 1155]
directory-entry: — Marie, Postangest., III. Erdbergstr. 103. bbox=[258, 335, 488, 348]
directory-entry: Grubhofer Albert, Friseur, I. Teinfaltstr. 11. bbox=[752, 745, 989, 770]
directory-entry: — Wilhelm, Kutscher, X. Quellenstr. 26. bbox=[505, 1750, 717, 1763]
directory-entry: — Leopold, BBahnbeamt. i. P., II/1 Lassallestraße 30. bbox=[11, 137, 247, 162]
directory-entry: — Theresia, Fleischhau., XII. Hohenbergstr. bbox=[505, 1501, 742, 1514]
directory-entry: — Joel, Strumpfwr., VIII. Pfeilg. 8. Telephon B-48-1-93. Wohn. Nr. 4—6. T bbox=[752, 509, 989, 534]
directory-entry: — Ludwig, Fleischhauer, X. Sonnwendg. 26. Wohn. X. Herzg. 31. E. bbox=[11, 1117, 247, 1142]
directory-entry: — Sebastian, Ob.Bauaufseh., XXI. Floridsdorfer Hauptstr. 184. bbox=[505, 1080, 741, 1105]
directory-entry: — Peter, Schmiea, X. Favoritenstr. 139. bbox=[258, 1613, 469, 1626]
directory-entry: — Johann, Kaufm., X. Favoritenstr. 173. bbox=[752, 1675, 965, 1688]
directory-entry: — Theodor, Bürgerschullehr., II. Ob. Donaustraße 81. bbox=[505, 1315, 741, 1341]
directory-entry: — Wilhelm, Monteur, XVII. Parhamerplatz 16. bbox=[752, 62, 989, 88]
directory-entry: — Markus, Friseurbedarfsartikel, IX/1 Nußdorfer Str. 61. T R-53-7-25. bbox=[258, 608, 494, 634]
directory-entry: — Hermine, Priv., III. Regelg. 6. bbox=[752, 1526, 924, 1539]
directory-entry: — Hermann, Friseurmstr., XII. Steinbauerg. 36. Wohn. XII. Arndtstr. 76. bbox=[752, 1291, 989, 1316]
directory-entry: — Maria, Schneidermstr., VIII. Lederera. 28. bbox=[11, 1712, 247, 1738]
directory-entry: — Johann, Kaufm., XV. Köstlerg. 6—8. bbox=[752, 410, 955, 423]
